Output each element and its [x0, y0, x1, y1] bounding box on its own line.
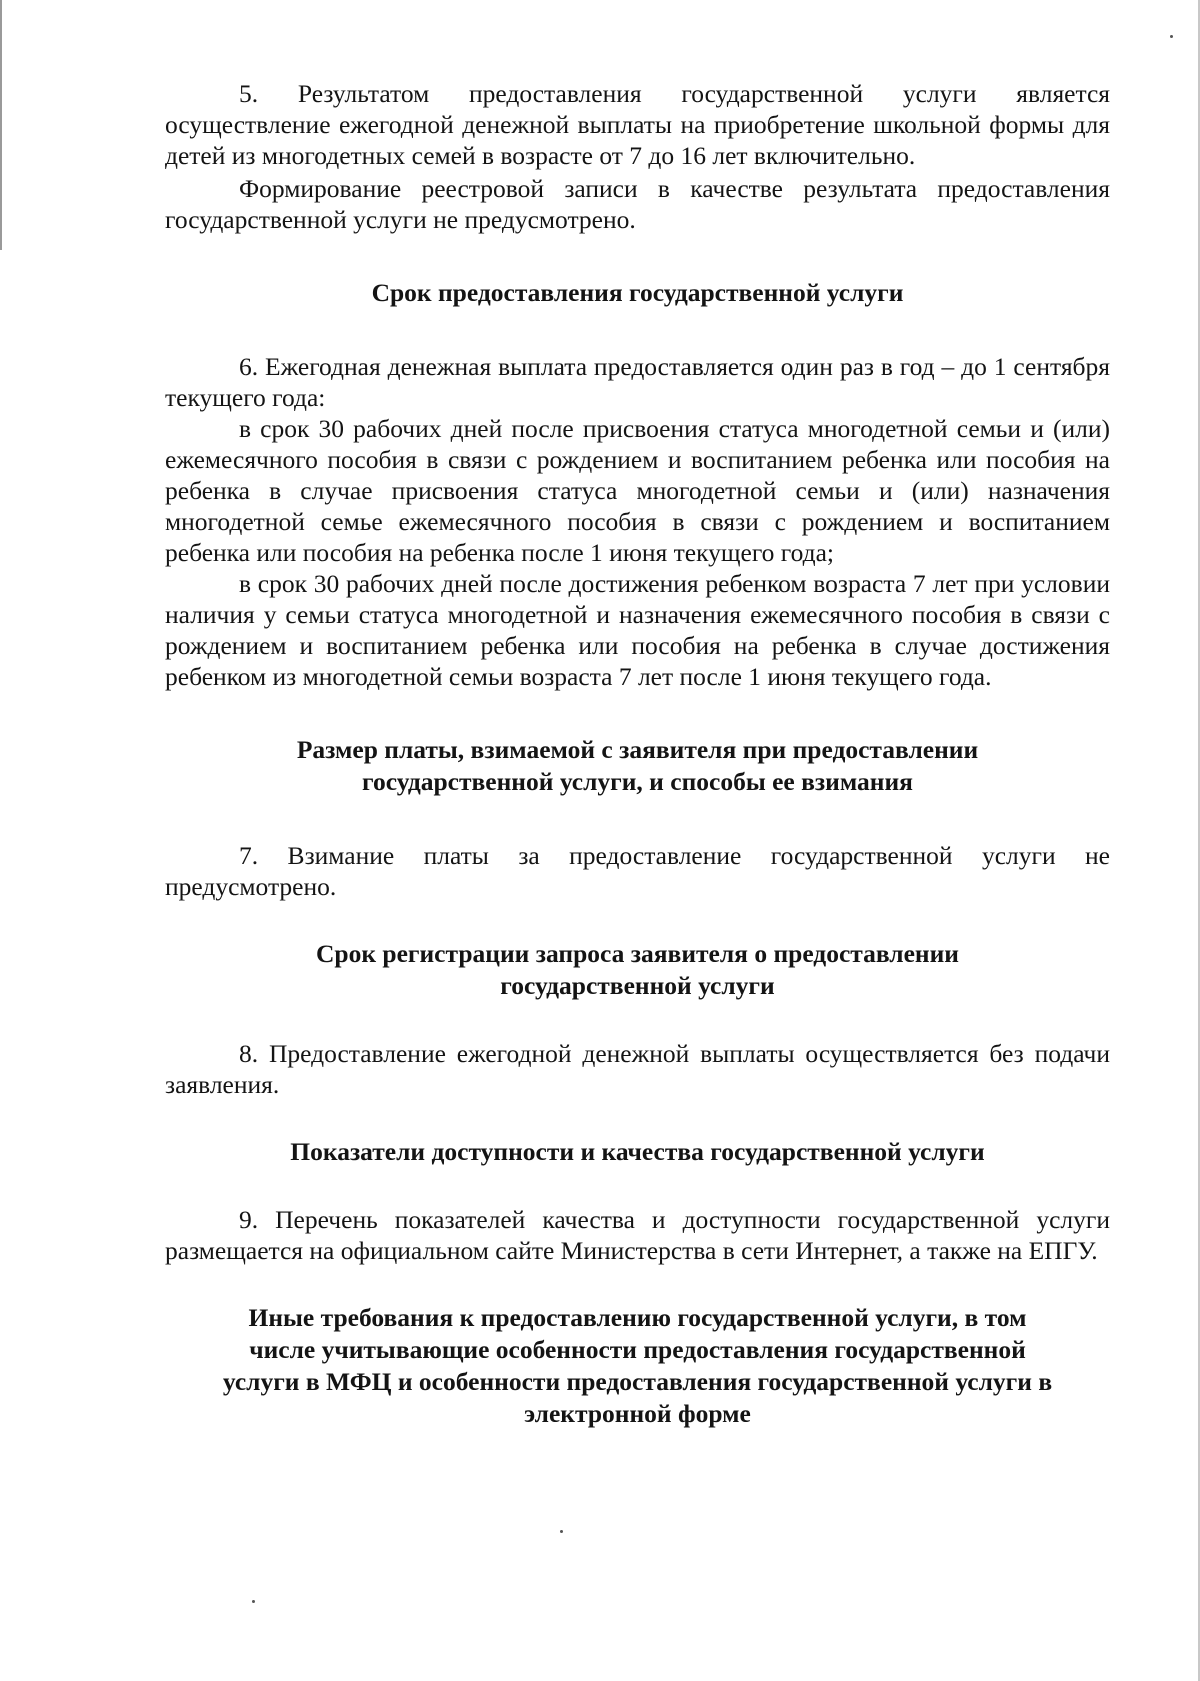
heading-registration-line-2: государственной услуги — [500, 971, 775, 1000]
document-body — [165, 78, 1110, 1430]
section-6-payment-timing: 6. Ежегодная денежная выплата предоставляется один раз в год – до 1 сентября текущего года: — [165, 352, 1110, 412]
scan-edge-left — [0, 0, 2, 250]
heading-fee-line-2: государственной услуги, и способы ее взимания — [362, 767, 913, 796]
section-8-no-application: 8. Предоставление ежегодной денежной выплаты осуществляется без подачи заявления. — [165, 1039, 1110, 1099]
heading-other-line-4: электронной форме — [524, 1399, 751, 1428]
heading-other-line-1: Иные требования к предоставлению государственной услуги, в том — [248, 1303, 1027, 1332]
heading-registration — [165, 938, 1110, 1002]
heading-other-requirements — [165, 1302, 1110, 1430]
heading-indicators: Показатели доступности и качества государственной услуги — [290, 1137, 985, 1166]
heading-fee-line-1: Размер платы, взимаемой с заявителя при предоставлении — [296, 735, 979, 764]
heading-other-line-3: услуги в МФЦ и особенности предоставления государственной услуги в — [222, 1367, 1053, 1396]
section-7-no-fee: 7. Взимание платы за предоставление государственной услуги не предусмотрено. — [165, 841, 1110, 901]
section-5-registry-note: Формирование реестровой записи в качестве результата предоставления государственной услуги не предусмотрено. — [165, 174, 1110, 234]
heading-registration-line-1: Срок регистрации запроса заявителя о предоставлении — [315, 939, 960, 968]
heading-service-term: Срок предоставления государственной услуги — [371, 278, 904, 307]
heading-other-line-2: числе учитывающие особенности предоставления государственной — [249, 1335, 1026, 1364]
scan-speck — [560, 1530, 563, 1533]
section-6-case-age: в срок 30 рабочих дней после достижения ребенком возраста 7 лет при условии наличия у семьи статуса многодетной и назначения ежемесячного пособия в связи с рождением и воспитанием ребенка или пособия на ребенка в случае достижения ребенком из многодетной семьи возраста 7 лет после 1 июня текущего года. — [165, 569, 1110, 691]
heading-fee — [165, 734, 1110, 798]
scan-speck — [252, 1600, 255, 1603]
scan-speck — [1170, 35, 1173, 38]
section-5-result: 5. Результатом предоставления государственной услуги является осуществление ежегодной денежной выплаты на приобретение школьной формы для детей из многодетных семей в возрасте от 7 до 16 лет включительно. — [165, 79, 1110, 170]
section-9-indicators-list: 9. Перечень показателей качества и доступности государственной услуги размещается на официальном сайте Министерства в сети Интернет, а также на ЕПГУ. — [165, 1205, 1110, 1265]
section-6-case-status: в срок 30 рабочих дней после присвоения статуса многодетной семьи и (или) ежемесячного пособия в связи с рождением и воспитанием ребенка или пособия на ребенка в случае присвоения статуса многодетной семьи и (или) назначения многодетной семье ежемесячного пособия в связи с рождением и воспитанием ребенка или пособия на ребенка после 1 июня текущего года; — [165, 414, 1110, 567]
